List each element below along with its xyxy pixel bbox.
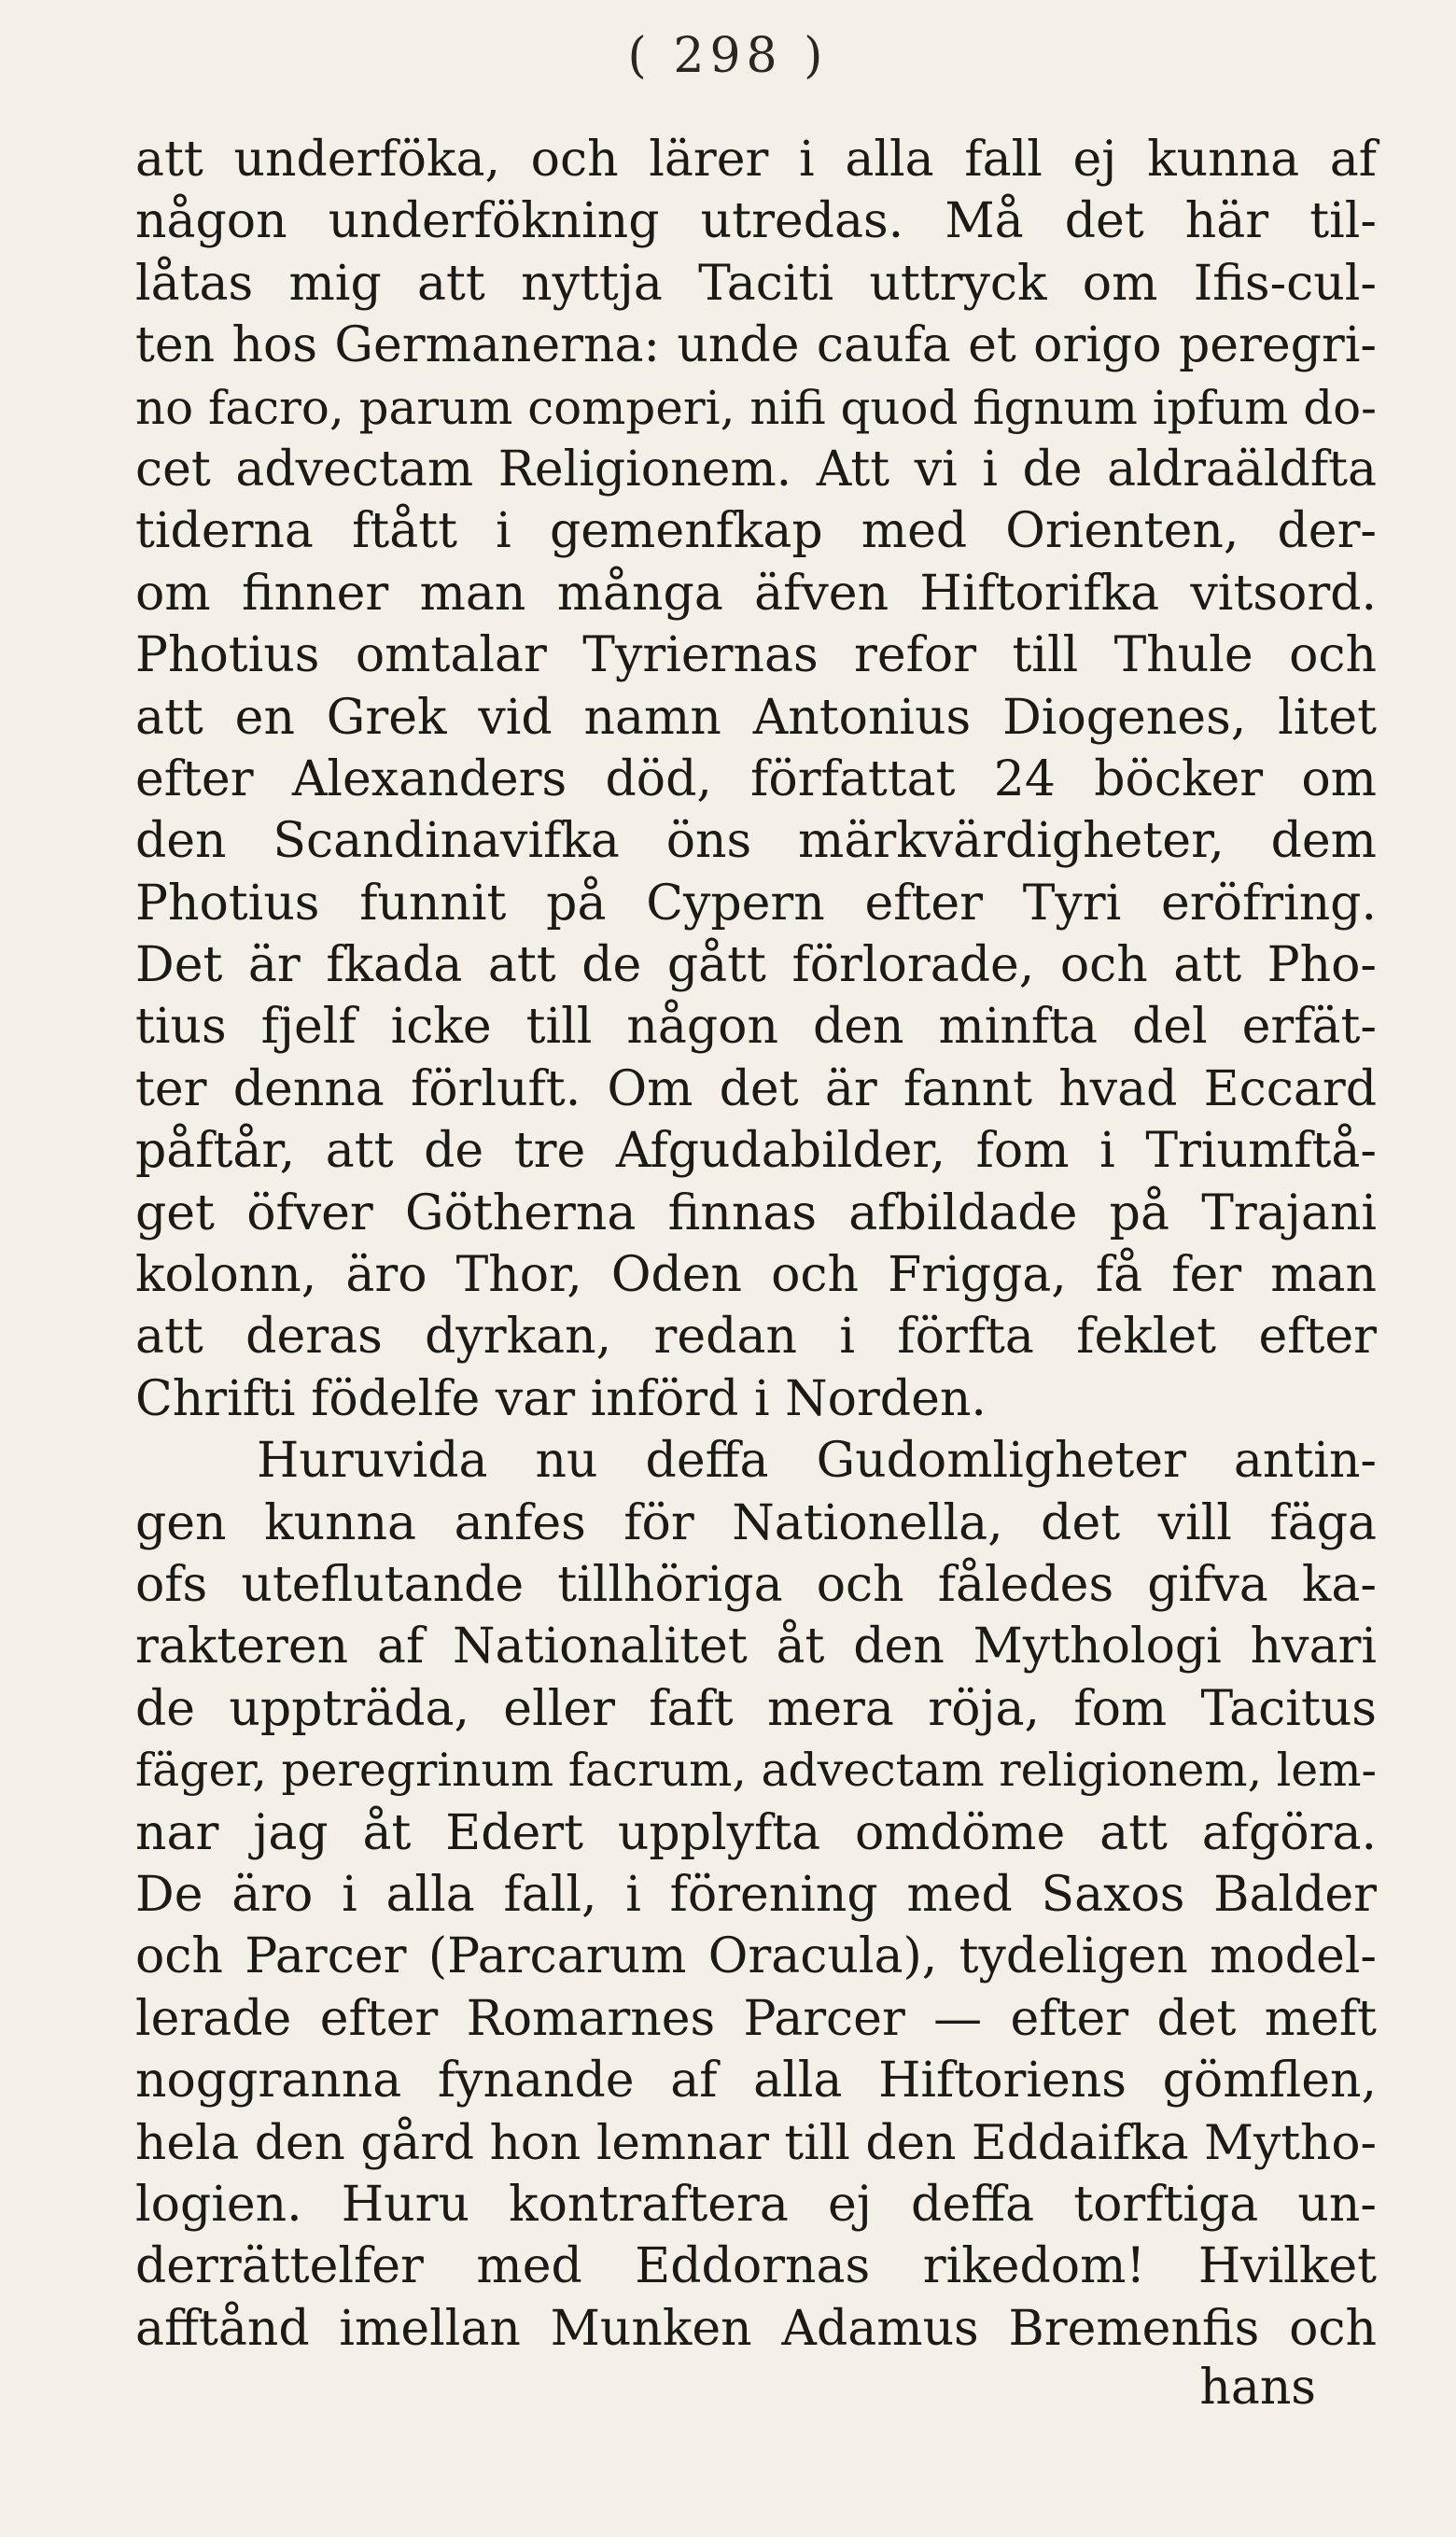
text-line: Photius funnit på Cypern efter Tyri eröfring. — [135, 875, 1377, 932]
text-line: logien. Huru kontraftera ej deffa torftiga un- — [135, 2176, 1377, 2233]
text-line: ter denna förluft. Om det är fannt hvad Eccard — [135, 1060, 1377, 1117]
body-text — [135, 129, 1377, 2360]
text-line: tius fjelf icke till någon den minfta del erfät- — [135, 999, 1377, 1056]
text-line: kolonn, äro Thor, Oden och Frigga, få fer man — [135, 1247, 1377, 1304]
catchword: hans — [1199, 2360, 1316, 2416]
text-line: get öfver Götherna finnas afbildade på Trajani — [135, 1184, 1377, 1241]
text-line: cet advectam Religionem. Att vi i de aldraäldfta — [135, 441, 1377, 498]
text-line: att deras dyrkan, redan i förfta feklet efter — [135, 1309, 1377, 1366]
text-line: Huruvida nu deffa Gudomligheter antin- — [257, 1433, 1377, 1490]
text-line: någon underfökning utredas. Må det här til- — [135, 193, 1377, 250]
text-line: Chrifti födelfe var införd i Norden. — [135, 1370, 987, 1427]
text-line: Det är fkada att de gått förlorade, och att Pho- — [135, 937, 1377, 994]
text-line: afftånd imellan Munken Adamus Bremenfis och — [135, 2300, 1377, 2357]
text-line: Photius omtalar Tyriernas refor till Thule och — [135, 627, 1377, 684]
text-line: ofs uteflutande tillhöriga och fåledes gifva ka- — [135, 1556, 1377, 1613]
text-line: no facro, parum comperi, nifi quod fignum ipfum do- — [135, 380, 1377, 435]
text-line: rakteren af Nationalitet åt den Mythologi hvari — [135, 1619, 1377, 1675]
text-line: lerade efter Romarnes Parcer — efter det meft — [135, 1990, 1377, 2047]
text-line: påftår, att de tre Afgudabilder, fom i Triumftå- — [135, 1123, 1377, 1180]
text-line: fäger, peregrinum facrum, advectam religionem, lem- — [135, 1744, 1377, 1798]
text-line: att underföka, och lärer i alla fall ej kunna af — [135, 132, 1377, 188]
text-line: efter Alexanders död, författat 24 böcker om — [135, 750, 1377, 807]
page-number: ( 298 ) — [627, 28, 829, 84]
text-line: tiderna ftått i gemenfkap med Orienten, der- — [135, 503, 1377, 560]
text-line: noggranna fynande af alla Hiftoriens gömflen, — [135, 2053, 1377, 2109]
text-line: låtas mig att nyttja Taciti uttryck om Ifis-cul- — [135, 255, 1377, 312]
text-line: ten hos Germanerna: unde caufa et origo peregri- — [135, 317, 1377, 374]
text-line: hela den gård hon lemnar till den Eddaifka Mytho- — [135, 2114, 1377, 2171]
text-line: derrättelfer med Eddornas rikedom! Hvilket — [135, 2238, 1377, 2295]
text-line: att en Grek vid namn Antonius Diogenes, litet — [135, 689, 1377, 746]
text-line: de uppträda, eller faft mera röja, fom Tacitus — [135, 1680, 1377, 1737]
text-line: och Parcer (Parcarum Oracula), tydeligen model- — [135, 1928, 1377, 1985]
text-line: De äro i alla fall, i förening med Saxos Balder — [135, 1866, 1377, 1923]
text-line: om finner man många äfven Hiftorifka vitsord. — [135, 565, 1377, 622]
text-line: gen kunna anfes för Nationella, det vill fäga — [135, 1494, 1377, 1551]
text-line: nar jag åt Edert upplyfta omdöme att afgöra. — [135, 1804, 1377, 1861]
text-line: den Scandinavifka öns märkvärdigheter, dem — [135, 813, 1377, 870]
